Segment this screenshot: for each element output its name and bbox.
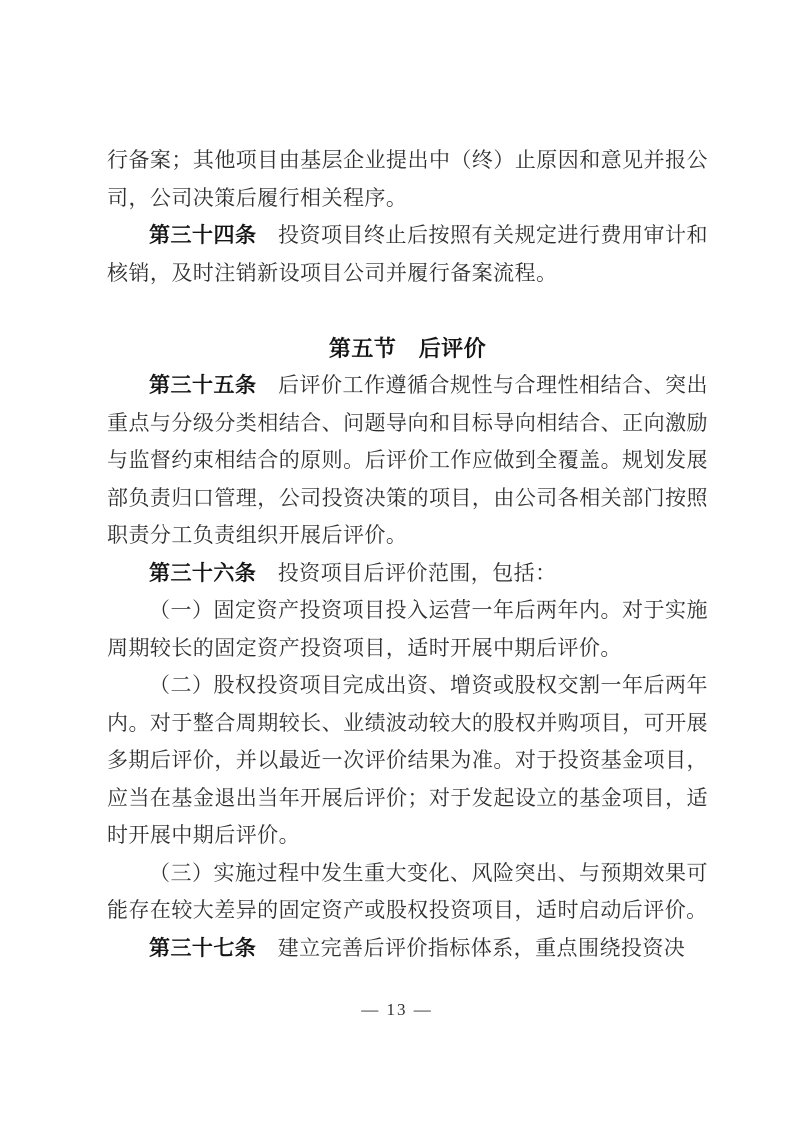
section-heading: 第五节 后评价 xyxy=(328,335,487,361)
article-number: 第三十六条 xyxy=(149,560,278,585)
article-number: 第三十七条 xyxy=(149,935,278,960)
paragraph: 第三十五条 后评价工作遵循合规性与合理性相结合、突出重点与分级分类相结合、问题导向和目标导向相结合、正向激励与监督约束相结合的原则。后评价工作应做到全覆盖。规划发展部负责归口管理，公司投资决策的项目，由公司各相关部门按照职责分工负责组织开展后评价。 xyxy=(107,373,708,547)
page-number: — 13 — xyxy=(361,1000,433,1019)
paragraph: 第三十七条 建立完善后评价指标体系，重点围绕投资决 xyxy=(149,935,686,960)
document-body xyxy=(107,142,708,967)
paragraph: （三）实施过程中发生重大变化、风险突出、与预期效果可能存在较大差异的固定资产或股权投资项目，适时启动后评价。 xyxy=(107,860,708,922)
paragraph: 第三十六条 投资项目后评价范围，包括： xyxy=(149,560,557,585)
article-number: 第三十五条 xyxy=(149,373,279,397)
paragraph: 行备案；其他项目由基层企业提出中（终）止原因和意见并报公司，公司决策后履行相关程序。 xyxy=(107,148,708,210)
article-number: 第三十四条 xyxy=(149,223,279,247)
paragraph: （二）股权投资项目完成出资、增资或股权交割一年后两年内。对于整合周期较长、业绩波动较大的股权并购项目，可开展多期后评价，并以最近一次评价结果为准。对于投资基金项目，应当在基金退出当年开展后评价；对于发起设立的基金项目，适时开展中期后评价。 xyxy=(107,673,708,847)
page-footer xyxy=(0,998,794,1022)
paragraph: 第三十四条 投资项目终止后按照有关规定进行费用审计和核销，及时注销新设项目公司并履行备案流程。 xyxy=(107,223,708,285)
paragraph: （一）固定资产投资项目投入运营一年后两年内。对于实施周期较长的固定资产投资项目，适时开展中期后评价。 xyxy=(107,598,708,660)
